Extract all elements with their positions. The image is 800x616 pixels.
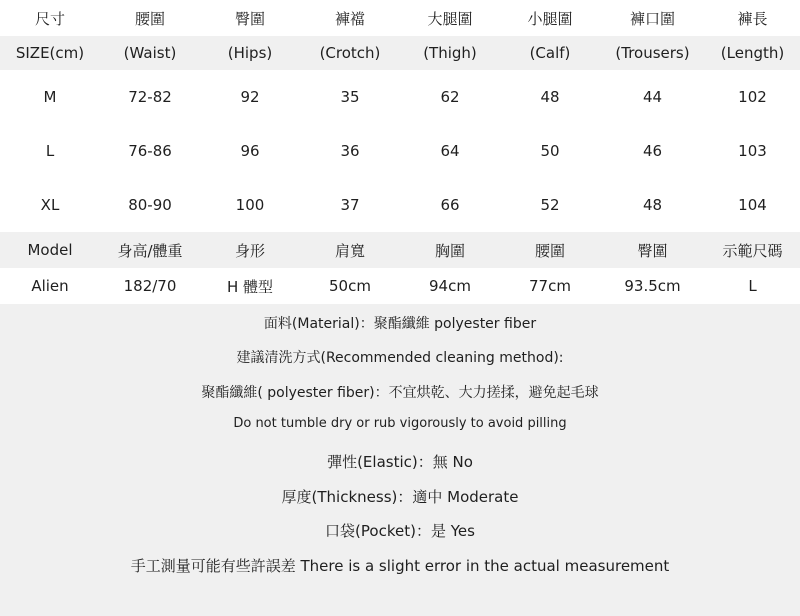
model-waist: 77cm <box>529 277 571 295</box>
model-header-size-worn: 示範尺碼 <box>722 241 783 260</box>
size-label: L <box>45 142 55 160</box>
model-table-header <box>0 232 800 268</box>
calf-value: 48 <box>540 88 560 106</box>
cleaning-note-en: Do not tumble dry or rub vigorously to avoid pilling <box>233 416 567 431</box>
model-header-body-shape: 身形 <box>234 241 265 260</box>
hips-value: 100 <box>235 196 265 214</box>
model-header-waist: 腰圍 <box>534 241 565 260</box>
header-en-calf: (Calf) <box>529 44 571 62</box>
header-zh-length: 褲長 <box>737 9 768 28</box>
model-header-chest: 胸圍 <box>434 241 465 260</box>
elastic-note: 彈性(Elastic)：無 No <box>327 453 473 471</box>
model-table-row <box>0 268 800 304</box>
thickness-note: 厚度(Thickness)：適中 Moderate <box>281 488 519 506</box>
size-table-header-en <box>0 36 800 70</box>
header-zh-calf: 小腿圍 <box>527 9 573 28</box>
length-value: 104 <box>738 196 767 214</box>
model-header-model: Model <box>27 241 73 259</box>
table-row <box>0 124 800 178</box>
model-header-height-weight: 身高/體重 <box>117 241 183 260</box>
header-zh-trousers: 褲口圍 <box>629 9 675 28</box>
thigh-value: 64 <box>440 142 460 160</box>
model-height-weight: 182/70 <box>123 277 177 295</box>
header-zh-thigh: 大腿圍 <box>427 9 473 28</box>
waist-value: 76-86 <box>128 142 172 160</box>
table-row <box>0 70 800 124</box>
header-zh-size: 尺寸 <box>34 9 65 28</box>
material-note: 面料(Material)：聚酯纖維 polyester fiber <box>263 316 537 332</box>
calf-value: 50 <box>540 142 560 160</box>
model-chest: 94cm <box>429 277 471 295</box>
header-en-hips: (Hips) <box>227 44 273 62</box>
cleaning-note-zh: 聚酯纖維( polyester fiber)：不宜烘乾、大力搓揉，避免起毛球 <box>201 385 599 401</box>
trousers-value: 44 <box>642 88 663 106</box>
model-header-hips: 臀圍 <box>637 241 668 260</box>
table-row <box>0 178 800 232</box>
waist-value: 72-82 <box>128 88 172 106</box>
model-shoulder: 50cm <box>329 277 371 295</box>
hips-value: 96 <box>240 142 260 160</box>
header-en-trousers: (Trousers) <box>615 44 690 62</box>
pocket-note: 口袋(Pocket)：是 Yes <box>325 522 475 540</box>
cleaning-method-heading: 建議清洗方式(Recommended cleaning method): <box>236 350 564 366</box>
header-zh-crotch: 褲襠 <box>334 9 365 28</box>
waist-value: 80-90 <box>128 196 172 214</box>
header-en-length: (Length) <box>720 44 785 62</box>
crotch-value: 37 <box>340 196 360 214</box>
header-en-crotch: (Crotch) <box>319 44 381 62</box>
thigh-value: 62 <box>440 88 460 106</box>
trousers-value: 48 <box>642 196 663 214</box>
size-label: M <box>43 88 57 106</box>
header-en-thigh: (Thigh) <box>423 44 477 62</box>
model-name: Alien <box>31 277 69 295</box>
length-value: 102 <box>738 88 767 106</box>
model-body-shape: H 體型 <box>226 277 274 296</box>
thigh-value: 66 <box>440 196 460 214</box>
crotch-value: 35 <box>340 88 360 106</box>
calf-value: 52 <box>540 196 560 214</box>
model-header-shoulder: 肩寬 <box>334 241 365 260</box>
header-en-waist: (Waist) <box>123 44 177 62</box>
hips-value: 92 <box>240 88 260 106</box>
crotch-value: 36 <box>340 142 360 160</box>
header-zh-hips: 臀圍 <box>234 9 265 28</box>
size-label: XL <box>40 196 60 214</box>
model-hips: 93.5cm <box>624 277 681 295</box>
size-table-header-zh <box>0 0 800 36</box>
model-size-worn: L <box>748 277 757 295</box>
measurement-error-note: 手工測量可能有些許誤差 There is a slight error in the actual measurement <box>130 557 670 575</box>
length-value: 103 <box>738 142 767 160</box>
header-zh-waist: 腰圍 <box>134 9 165 28</box>
trousers-value: 46 <box>642 142 663 160</box>
header-en-size: SIZE(cm) <box>15 44 85 62</box>
